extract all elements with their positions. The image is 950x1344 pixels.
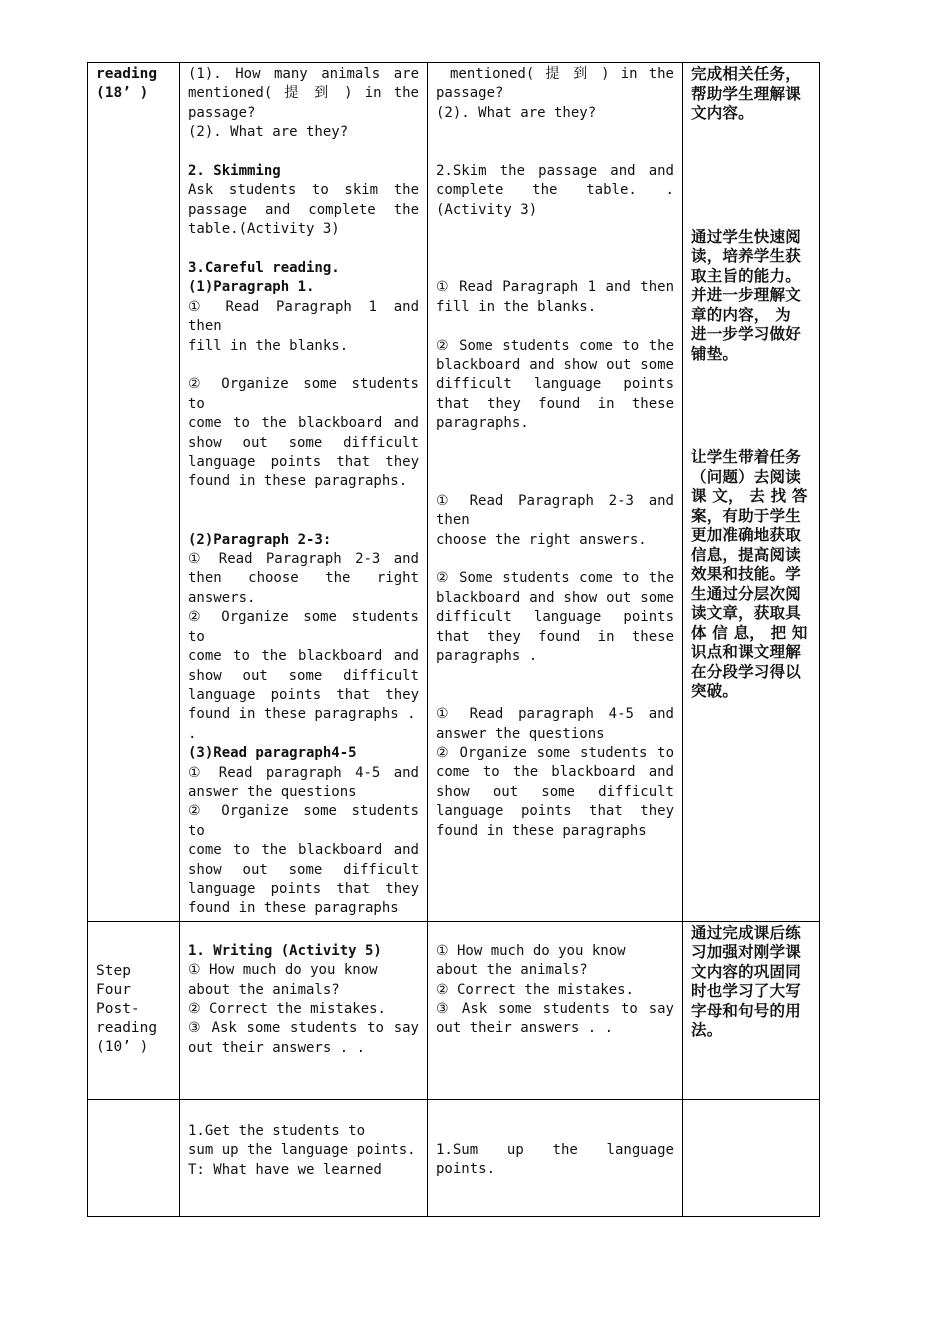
text-line: blackboard and show out some: [436, 357, 674, 373]
text-line: difficult language points: [436, 376, 674, 393]
text-line: 案，有助于学生: [691, 506, 801, 525]
text-line: answer the questions: [436, 725, 605, 742]
text-line: 章的内容， 为: [691, 305, 791, 324]
text-line: found in these paragraphs.: [188, 473, 408, 490]
text-line: answers.: [188, 589, 256, 606]
text-line: 突破。: [691, 682, 739, 700]
text-line: out their answers . .: [188, 1039, 366, 1056]
text-line: .: [188, 725, 197, 742]
text-line: show out some difficult: [188, 667, 419, 684]
section-heading: 3.Careful reading.: [188, 260, 340, 277]
section-heading: (1)Paragraph 1.: [188, 279, 315, 296]
text-line: mentioned( 提 到 ) in the: [188, 85, 419, 102]
student-activity-cell: [428, 63, 683, 922]
text-line: passage and complete the: [188, 201, 419, 218]
teacher-activity-cell: [180, 921, 428, 1099]
text-line: fill in the blanks.: [188, 337, 349, 354]
text-line: then choose the right: [188, 570, 419, 587]
text-line: show out some difficult: [188, 861, 419, 878]
text-line: ② Some students come to the: [436, 337, 674, 354]
text-line: ① How much do you know: [436, 942, 626, 959]
text-line: found in these paragraphs .: [188, 706, 416, 723]
stage-line: reading: [96, 1019, 158, 1036]
text-line: show out some difficult: [188, 434, 419, 451]
stage-line: (10’ ): [96, 1038, 149, 1055]
text-line: ② Some students come to the: [436, 570, 674, 587]
text-line: ② Correct the mistakes.: [436, 981, 634, 998]
text-line: come to the blackboard and: [188, 842, 419, 859]
text-line: （问题）去阅读: [691, 467, 801, 486]
text-line: ① Read Paragraph 2-3 and: [188, 551, 419, 568]
stage-line: reading: [96, 66, 158, 82]
text-line: difficult language points: [436, 609, 674, 626]
text-line: 通过学生快速阅: [691, 227, 801, 246]
text-line: answer the questions: [188, 783, 357, 800]
stage-cell: [88, 1099, 180, 1216]
text-line: ① Read Paragraph 1 and then: [436, 279, 674, 296]
section-heading: (3)Read paragraph4-5: [188, 745, 357, 762]
text-line: 课 文， 去 找 答: [691, 487, 808, 505]
text-line: 帮助学生理解课: [691, 84, 801, 103]
text-line: fill in the blanks.: [436, 298, 597, 315]
text-line: complete the table. .: [436, 182, 674, 199]
text-line: show out some difficult: [436, 783, 674, 800]
text-line: come to the blackboard and: [188, 415, 419, 432]
text-line: 字母和句号的用: [691, 1001, 801, 1020]
text-line: ② Organize some students to: [436, 745, 674, 762]
lesson-plan-table: [87, 62, 820, 1217]
student-activity-cell: [428, 921, 683, 1099]
teacher-activity-cell: [180, 1099, 428, 1216]
text-line: ② Organize some students to: [188, 609, 419, 645]
text-line: 让学生带着任务: [691, 448, 801, 466]
stage-cell: [88, 63, 180, 922]
table-row: [88, 921, 820, 1099]
text-line: language points that they: [188, 686, 419, 703]
text-line: 通过完成课后练: [691, 923, 801, 942]
text-line: ① Read paragraph 4-5 and: [436, 706, 674, 723]
text-line: mentioned( 提 到 ) in the: [450, 66, 674, 82]
purpose-cell: [683, 63, 820, 922]
text-line: that they found in these: [436, 628, 674, 645]
text-line: blackboard and show out some: [436, 589, 674, 606]
text-line: language points that they: [188, 880, 419, 897]
stage-cell: [88, 921, 180, 1099]
text-line: 取主旨的能力。: [691, 266, 801, 285]
table-row: [88, 63, 820, 922]
text-line: ③ Ask some students to say: [188, 1020, 419, 1037]
text-line: table.(Activity 3): [188, 221, 340, 238]
stage-line: Four: [96, 981, 131, 998]
text-line: (2). What are they?: [436, 104, 597, 121]
stage-line: Post-: [96, 1000, 140, 1017]
text-line: sum up the language points.: [188, 1142, 416, 1159]
text-line: out their answers . .: [436, 1020, 614, 1037]
text-line: 1.Sum up the language: [436, 1141, 674, 1158]
text-line: ① Read Paragraph 2-3 and then: [436, 492, 674, 529]
text-line: choose the right answers.: [436, 531, 647, 548]
text-line: ① How much do you know: [188, 962, 378, 979]
text-line: ② Correct the mistakes.: [188, 1001, 386, 1018]
table-row: [88, 1099, 820, 1216]
text-line: 1.Get the students to: [188, 1122, 366, 1139]
text-line: language points that they: [436, 803, 674, 820]
text-line: ① Read paragraph 4-5 and: [188, 764, 419, 781]
section-heading: (2)Paragraph 2-3:: [188, 531, 332, 548]
text-line: passage?: [188, 104, 256, 121]
text-line: ① Read Paragraph 1 and then: [188, 298, 419, 335]
text-line: 法。: [691, 1021, 723, 1040]
text-line: found in these paragraphs: [436, 822, 647, 839]
text-line: about the animals?: [436, 962, 588, 979]
text-line: 体 信 息， 把 知: [691, 623, 808, 642]
text-line: ③ Ask some students to say: [436, 1001, 674, 1018]
text-line: language points that they: [188, 454, 419, 471]
section-heading: 1. Writing (Activity 5): [188, 942, 382, 959]
text-line: 铺垫。: [691, 344, 739, 363]
text-line: points.: [436, 1161, 496, 1178]
text-line: ② Organize some students to: [188, 803, 419, 839]
text-line: Ask students to skim the: [188, 182, 419, 199]
text-line: 读，培养学生获: [691, 247, 801, 265]
text-line: 文内容。: [691, 104, 754, 122]
text-line: 并进一步理解文: [691, 286, 801, 304]
text-line: 时也学习了大写: [691, 982, 801, 1001]
text-line: 习加强对刚学课: [691, 943, 801, 962]
text-line: passage?: [436, 85, 504, 102]
text-line: 完成相关任务，: [691, 65, 801, 83]
stage-line: (18’ ): [96, 85, 149, 101]
purpose-cell: [683, 921, 820, 1099]
section-heading: 2. Skimming: [188, 163, 281, 180]
student-activity-cell: [428, 1099, 683, 1216]
text-line: about the animals?: [188, 981, 340, 998]
text-line: 更加准确地获取: [691, 526, 801, 544]
text-line: 生通过分层次阅: [691, 584, 801, 603]
text-line: 进一步学习做好: [691, 325, 801, 343]
text-line: found in these paragraphs: [188, 900, 399, 917]
text-line: 效果和技能。学: [691, 565, 801, 583]
text-line: 识点和课文理解: [691, 643, 801, 661]
stage-line: Step: [96, 962, 131, 979]
teacher-activity-cell: [180, 63, 428, 922]
text-line: come to the blackboard and: [188, 648, 419, 665]
text-line: 在分段学习得以: [691, 662, 801, 681]
text-line: (Activity 3): [436, 201, 538, 218]
text-line: ② Organize some students to: [188, 376, 419, 412]
text-line: (2). What are they?: [188, 124, 349, 141]
text-line: 读文章，获取具: [691, 604, 801, 622]
text-line: 文内容的巩固同: [691, 962, 801, 981]
text-line: 2.Skim the passage and and: [436, 163, 674, 179]
text-line: paragraphs.: [436, 415, 529, 432]
text-line: (1). How many animals are: [188, 66, 419, 82]
text-line: come to the blackboard and: [436, 764, 674, 781]
text-line: T: What have we learned: [188, 1161, 382, 1178]
text-line: paragraphs .: [436, 648, 538, 665]
purpose-cell: [683, 1099, 820, 1216]
text-line: 信息，提高阅读: [691, 545, 801, 564]
text-line: that they found in these: [436, 395, 674, 412]
